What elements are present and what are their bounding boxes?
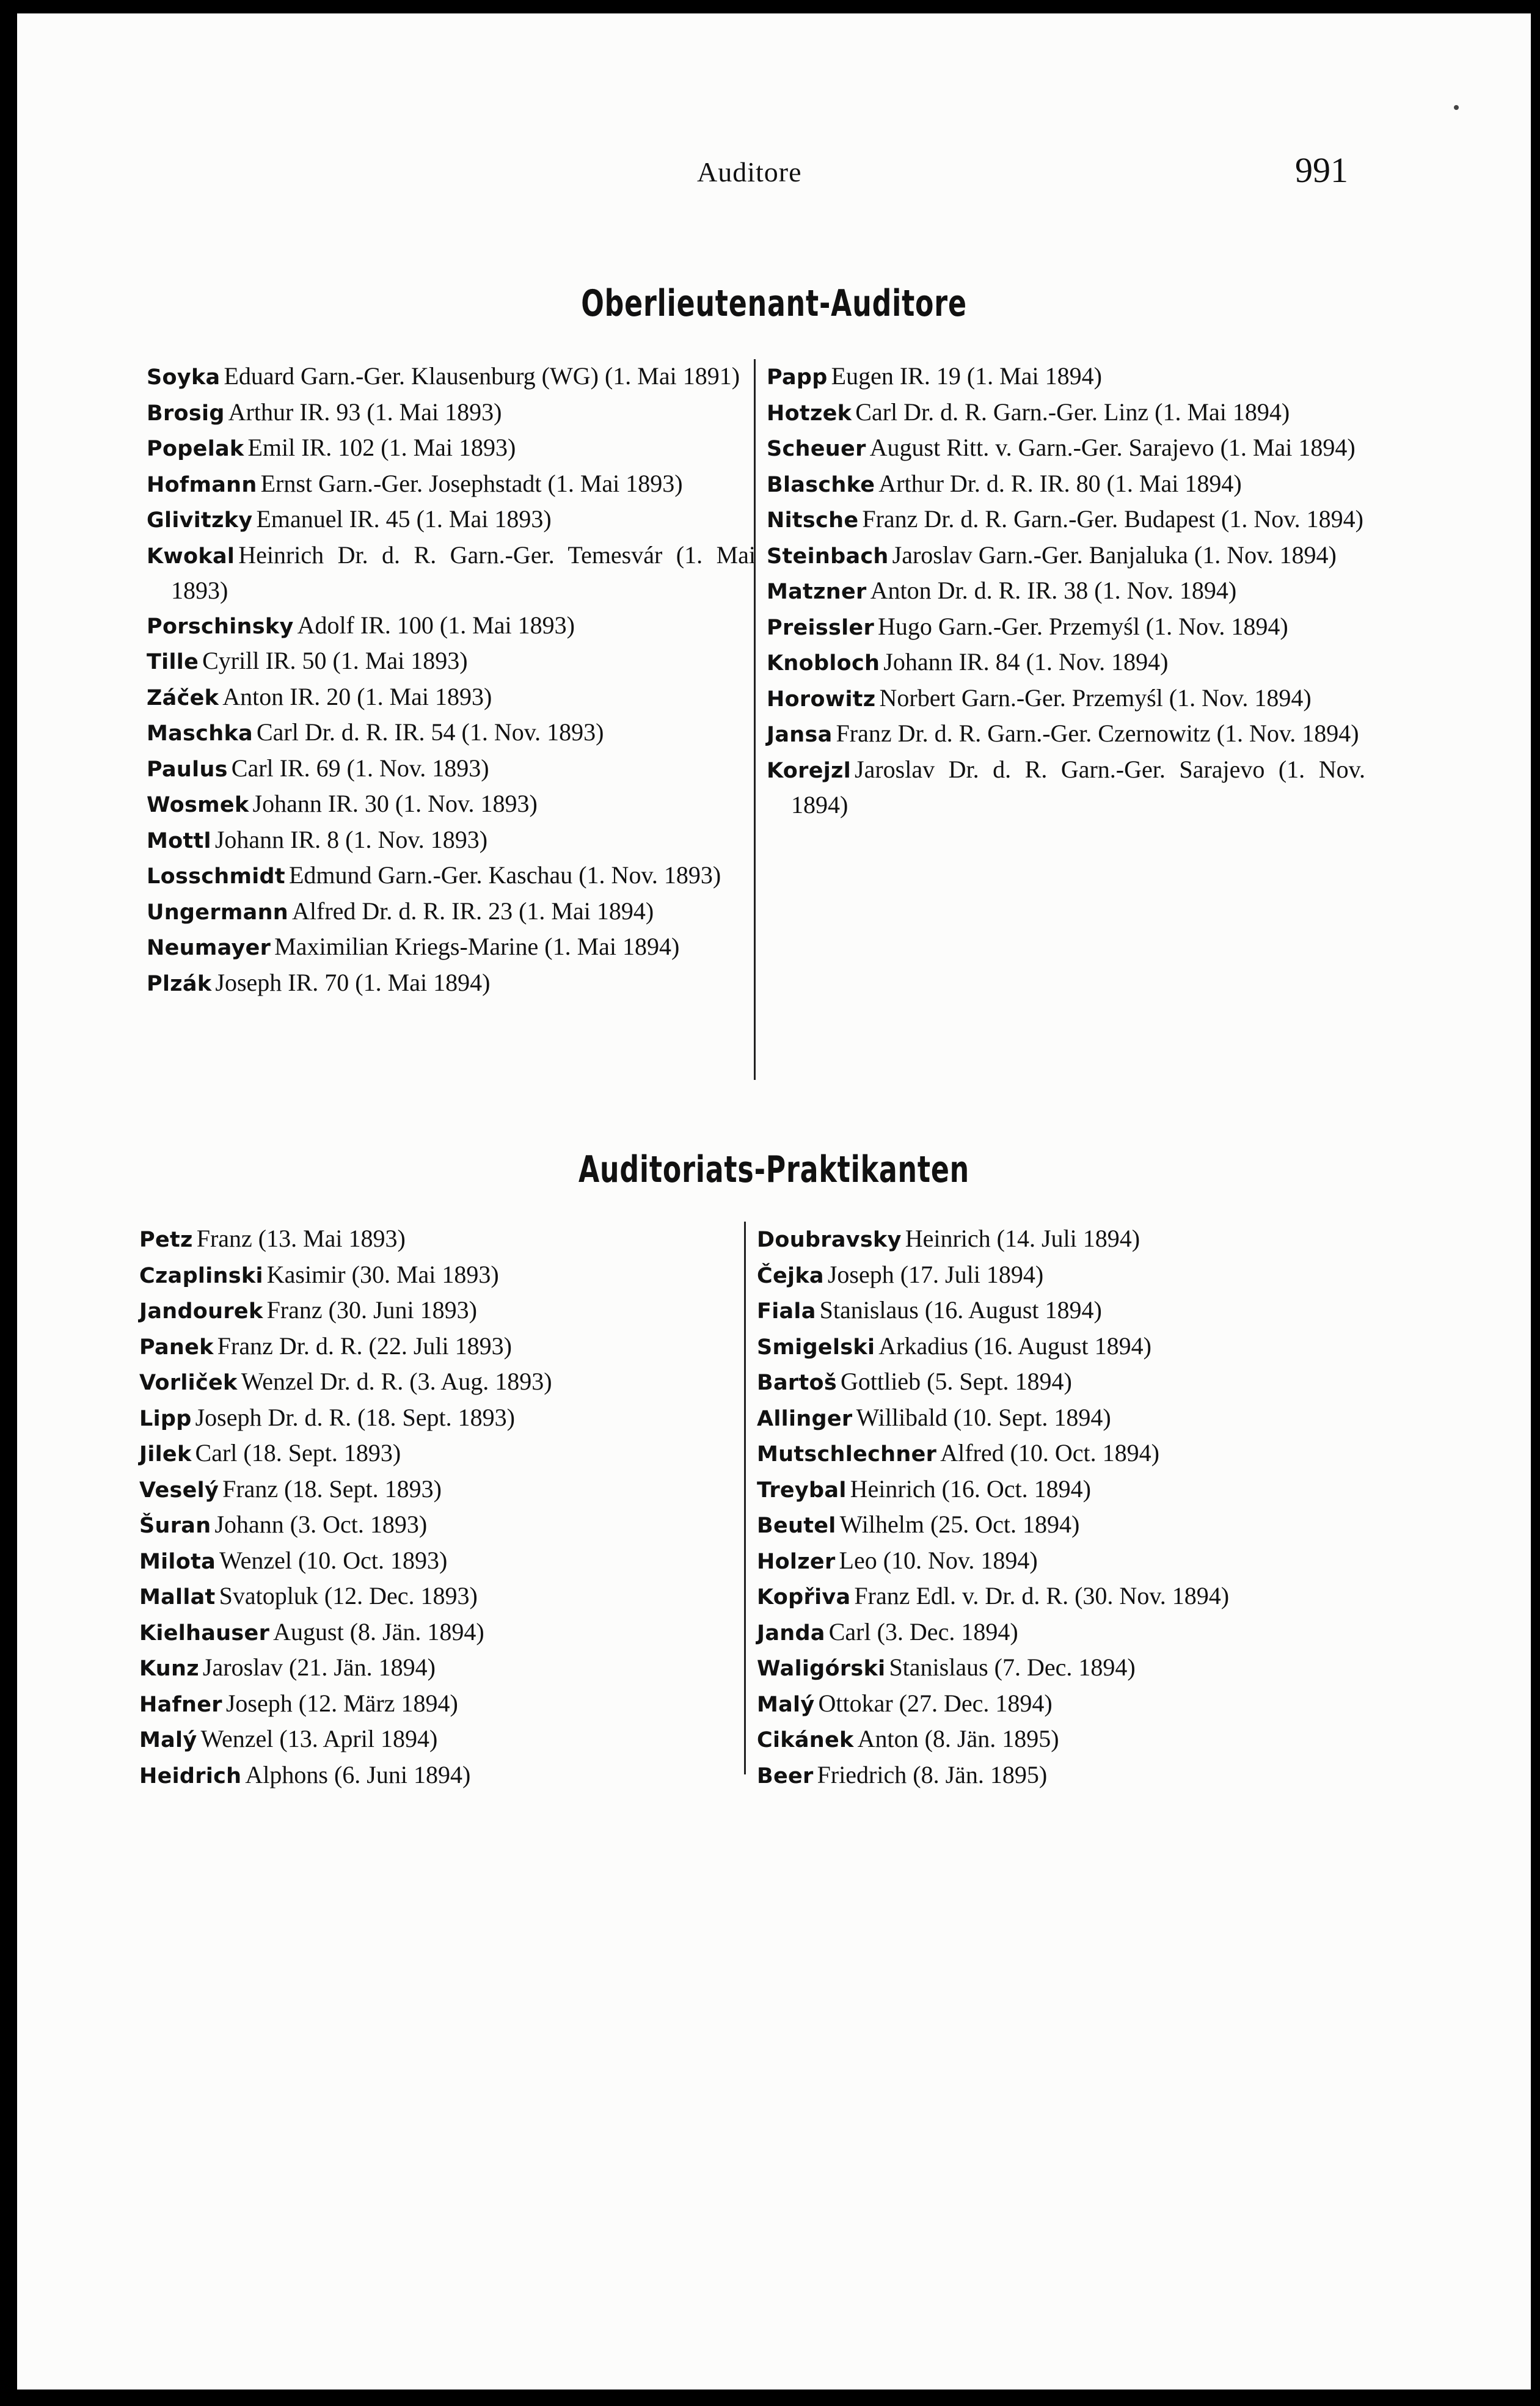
entry-surname: Smigelski xyxy=(757,1335,875,1360)
entry-details: Franz Dr. d. R. Garn.-Ger. Budapest (1. Nov. 1894) xyxy=(862,505,1363,533)
entry-details: Joseph (17. Juli 1894) xyxy=(827,1260,1044,1288)
list-entry xyxy=(147,858,756,894)
entry-details: Stanislaus (7. Dec. 1894) xyxy=(889,1653,1136,1681)
entry-details: Ottokar (27. Dec. 1894) xyxy=(818,1689,1053,1717)
entry-details: Anton (8. Jän. 1895) xyxy=(857,1725,1059,1752)
entry-details: Joseph (12. März 1894) xyxy=(225,1689,458,1717)
entry-details: Wenzel Dr. d. R. (3. Aug. 1893) xyxy=(241,1368,552,1395)
entry-surname: Malý xyxy=(139,1728,197,1752)
list-entry xyxy=(757,1329,1368,1365)
list-entry xyxy=(147,966,756,1002)
entry-surname: Šuran xyxy=(139,1514,211,1538)
entry-surname: Doubravsky xyxy=(757,1228,902,1252)
list-entry xyxy=(767,645,1365,681)
list-entry xyxy=(147,431,756,467)
entry-surname: Horowitz xyxy=(767,687,876,712)
entry-surname: Paulus xyxy=(147,757,228,782)
list-entry xyxy=(147,538,756,608)
list-entry xyxy=(139,1293,738,1329)
entry-surname: Allinger xyxy=(757,1406,853,1431)
entry-details: Joseph IR. 70 (1. Mai 1894) xyxy=(215,968,491,996)
entry-surname: Czaplinski xyxy=(139,1263,263,1288)
entry-details: Alfred Dr. d. R. IR. 23 (1. Mai 1894) xyxy=(292,897,654,925)
list-entry xyxy=(757,1615,1368,1651)
entry-surname: Wosmek xyxy=(147,793,249,817)
entry-surname: Kunz xyxy=(139,1657,199,1681)
entry-details: Wenzel (10. Oct. 1893) xyxy=(219,1546,448,1574)
entry-details: Wenzel (13. April 1894) xyxy=(200,1725,438,1752)
list-entry xyxy=(767,681,1365,717)
entry-surname: Vorliček xyxy=(139,1371,238,1395)
list-entry xyxy=(767,395,1365,431)
entry-surname: Matzner xyxy=(767,580,867,604)
list-entry xyxy=(139,1507,738,1544)
list-entry xyxy=(147,823,756,859)
entry-surname: Záček xyxy=(147,685,219,710)
entry-surname: Brosig xyxy=(147,401,225,426)
list-entry xyxy=(139,1258,738,1294)
list-entry xyxy=(757,1365,1368,1401)
entry-surname: Papp xyxy=(767,365,828,390)
list-entry xyxy=(139,1615,738,1651)
list-entry xyxy=(767,574,1365,610)
entry-details: Franz (13. Mai 1893) xyxy=(196,1225,406,1252)
list-entry xyxy=(147,467,756,503)
entry-surname: Holzer xyxy=(757,1549,836,1574)
list-entry xyxy=(767,538,1365,574)
entry-surname: Fiala xyxy=(757,1299,816,1324)
entry-details: Arkadius (16. August 1894) xyxy=(878,1332,1151,1360)
entry-details: Carl IR. 69 (1. Nov. 1893) xyxy=(231,754,489,782)
entry-details: Kasimir (30. Mai 1893) xyxy=(266,1260,499,1288)
section-1-left-column xyxy=(147,359,756,1001)
list-entry xyxy=(147,930,756,966)
entry-surname: Mottl xyxy=(147,828,211,853)
entry-surname: Blaschke xyxy=(767,472,875,497)
entry-surname: Beer xyxy=(757,1763,814,1788)
entry-details: Cyrill IR. 50 (1. Mai 1893) xyxy=(202,647,468,674)
list-entry xyxy=(147,680,756,716)
list-entry xyxy=(767,502,1365,538)
entry-details: Emil IR. 102 (1. Mai 1893) xyxy=(247,434,516,461)
entry-details: Johann IR. 84 (1. Nov. 1894) xyxy=(883,648,1169,676)
list-entry xyxy=(757,1436,1368,1472)
list-entry xyxy=(757,1507,1368,1544)
page xyxy=(17,13,1531,2390)
list-entry xyxy=(139,1436,738,1472)
entry-details: Eugen IR. 19 (1. Mai 1894) xyxy=(831,362,1102,390)
entry-surname: Cikánek xyxy=(757,1728,854,1752)
entry-details: Carl Dr. d. R. Garn.-Ger. Linz (1. Mai 1894) xyxy=(855,398,1290,426)
entry-surname: Preissler xyxy=(767,615,875,640)
entry-details: Carl Dr. d. R. IR. 54 (1. Nov. 1893) xyxy=(256,718,604,746)
list-entry xyxy=(139,1650,738,1686)
entry-details: Friedrich (8. Jän. 1895) xyxy=(817,1760,1048,1788)
entry-details: Stanislaus (16. August 1894) xyxy=(819,1296,1102,1324)
list-entry xyxy=(757,1293,1368,1329)
entry-surname: Losschmidt xyxy=(147,864,285,889)
entry-surname: Hofmann xyxy=(147,472,257,497)
speck-mark xyxy=(1454,105,1459,110)
entry-details: Carl (18. Sept. 1893) xyxy=(195,1439,401,1467)
entry-surname: Milota xyxy=(139,1549,216,1574)
entry-details: Arthur Dr. d. R. IR. 80 (1. Mai 1894) xyxy=(878,469,1242,497)
list-entry xyxy=(147,502,756,538)
entry-details: Alfred (10. Oct. 1894) xyxy=(940,1439,1159,1467)
list-entry xyxy=(757,1758,1368,1794)
entry-surname: Mallat xyxy=(139,1585,216,1609)
list-entry xyxy=(757,1686,1368,1722)
list-entry xyxy=(147,395,756,431)
entry-surname: Lipp xyxy=(139,1406,192,1431)
entry-details: Heinrich (16. Oct. 1894) xyxy=(850,1475,1091,1503)
section-1-right-column xyxy=(754,359,1365,1080)
list-entry xyxy=(147,751,756,787)
entry-details: Hugo Garn.-Ger. Przemyśl (1. Nov. 1894) xyxy=(878,612,1288,640)
entry-details: Alphons (6. Juni 1894) xyxy=(245,1760,471,1788)
entry-details: Arthur IR. 93 (1. Mai 1893) xyxy=(228,398,502,426)
running-head xyxy=(17,145,1531,194)
list-entry xyxy=(147,787,756,823)
entry-surname: Jansa xyxy=(767,723,833,747)
entry-surname: Treybal xyxy=(757,1478,847,1503)
list-entry xyxy=(757,1650,1368,1686)
entry-surname: Steinbach xyxy=(767,544,889,569)
entry-surname: Bartoš xyxy=(757,1371,837,1395)
list-entry xyxy=(139,1544,738,1580)
entry-details: Eduard Garn.-Ger. Klausenburg (WG) (1. Mai 1891) xyxy=(224,362,740,390)
entry-details: Edmund Garn.-Ger. Kaschau (1. Nov. 1893) xyxy=(288,861,721,889)
list-entry xyxy=(139,1758,738,1794)
entry-details: Emanuel IR. 45 (1. Mai 1893) xyxy=(256,505,552,533)
list-entry xyxy=(147,608,756,644)
entry-surname: Glivitzky xyxy=(147,508,253,533)
entry-details: Ernst Garn.-Ger. Josephstadt (1. Mai 1893) xyxy=(260,469,683,497)
list-entry xyxy=(757,1722,1368,1758)
entry-surname: Malý xyxy=(757,1692,815,1717)
entry-surname: Korejzl xyxy=(767,758,852,783)
entry-surname: Waligórski xyxy=(757,1657,886,1681)
running-title: Auditore xyxy=(697,156,802,188)
list-entry xyxy=(139,1472,738,1508)
entry-surname: Kwokal xyxy=(147,544,235,569)
list-entry xyxy=(147,894,756,930)
entry-details: Jaroslav Dr. d. R. Garn.-Ger. Sarajevo (1. Nov. 1894) xyxy=(791,755,1365,818)
entry-surname: Plzák xyxy=(147,971,212,996)
entry-details: Johann (3. Oct. 1893) xyxy=(214,1511,428,1538)
entry-details: Heinrich (14. Juli 1894) xyxy=(905,1225,1140,1252)
list-entry xyxy=(767,753,1365,823)
entry-surname: Nitsche xyxy=(767,508,859,533)
entry-surname: Hotzek xyxy=(767,401,852,426)
entry-details: Norbert Garn.-Ger. Przemyśl (1. Nov. 1894) xyxy=(879,684,1312,712)
entry-details: Joseph Dr. d. R. (18. Sept. 1893) xyxy=(195,1403,515,1431)
entry-details: Leo (10. Nov. 1894) xyxy=(839,1546,1038,1574)
list-entry xyxy=(757,1401,1368,1437)
entry-surname: Kopřiva xyxy=(757,1585,851,1609)
list-entry xyxy=(147,644,756,680)
entry-details: Gottlieb (5. Sept. 1894) xyxy=(840,1368,1072,1395)
list-entry xyxy=(767,716,1365,753)
section-title-auditoriats-praktikanten: Auditoriats-Praktikanten xyxy=(578,1148,970,1191)
entry-details: Willibald (10. Sept. 1894) xyxy=(856,1403,1111,1431)
entry-surname: Scheuer xyxy=(767,437,866,461)
entry-details: Anton Dr. d. R. IR. 38 (1. Nov. 1894) xyxy=(870,577,1237,604)
list-entry xyxy=(139,1579,738,1615)
entry-surname: Tille xyxy=(147,650,199,674)
entry-details: Jaroslav (21. Jän. 1894) xyxy=(202,1653,436,1681)
entry-details: Heinrich Dr. d. R. Garn.-Ger. Temesvár (1. Mai 1893) xyxy=(171,541,756,604)
list-entry xyxy=(147,715,756,751)
entry-surname: Mutschlechner xyxy=(757,1442,937,1467)
entry-details: Franz (18. Sept. 1893) xyxy=(222,1475,442,1503)
list-entry xyxy=(139,1329,738,1365)
list-entry xyxy=(757,1579,1368,1615)
list-entry xyxy=(767,431,1365,467)
entry-details: Adolf IR. 100 (1. Mai 1893) xyxy=(297,611,575,639)
section-2-left-column xyxy=(139,1222,738,1793)
list-entry xyxy=(757,1544,1368,1580)
entry-surname: Beutel xyxy=(757,1514,836,1538)
section-2-right-column xyxy=(744,1222,1368,1788)
entry-details: Franz (30. Juni 1893) xyxy=(266,1296,477,1324)
entry-details: Carl (3. Dec. 1894) xyxy=(828,1617,1018,1646)
entry-details: August (8. Jän. 1894) xyxy=(273,1617,484,1646)
list-entry xyxy=(757,1222,1368,1258)
entry-details: Anton IR. 20 (1. Mai 1893) xyxy=(222,682,492,710)
entry-surname: Soyka xyxy=(147,365,221,390)
list-entry xyxy=(139,1401,738,1437)
entry-surname: Jilek xyxy=(139,1442,192,1467)
entry-details: Franz Dr. d. R. Garn.-Ger. Czernowitz (1. Nov. 1894) xyxy=(836,720,1359,747)
entry-surname: Hafner xyxy=(139,1692,222,1717)
entry-surname: Janda xyxy=(757,1620,825,1646)
list-entry xyxy=(767,610,1365,646)
entry-details: Maximilian Kriegs-Marine (1. Mai 1894) xyxy=(274,933,680,960)
list-entry xyxy=(147,359,756,395)
list-entry xyxy=(757,1472,1368,1508)
entry-surname: Čejka xyxy=(757,1263,824,1288)
entry-surname: Porschinsky xyxy=(147,614,294,639)
list-entry xyxy=(139,1686,738,1722)
entry-surname: Popelak xyxy=(147,437,244,461)
entry-details: Johann IR. 30 (1. Nov. 1893) xyxy=(252,790,538,817)
list-entry xyxy=(757,1258,1368,1294)
list-entry xyxy=(139,1222,738,1258)
entry-details: Svatopluk (12. Dec. 1893) xyxy=(219,1582,478,1609)
list-entry xyxy=(767,467,1365,503)
entry-details: Franz Edl. v. Dr. d. R. (30. Nov. 1894) xyxy=(854,1582,1230,1609)
list-entry xyxy=(767,359,1365,395)
entry-surname: Ungermann xyxy=(147,900,289,925)
entry-surname: Maschka xyxy=(147,721,253,746)
section-title-oberlieutenant-auditore: Oberlieutenant-Auditore xyxy=(581,282,967,325)
entry-surname: Panek xyxy=(139,1335,214,1360)
entry-surname: Veselý xyxy=(139,1478,219,1503)
entry-details: Johann IR. 8 (1. Nov. 1893) xyxy=(214,825,488,853)
entry-surname: Kielhauser xyxy=(139,1620,270,1646)
entry-details: Jaroslav Garn.-Ger. Banjaluka (1. Nov. 1894) xyxy=(892,541,1337,569)
entry-details: Wilhelm (25. Oct. 1894) xyxy=(839,1511,1080,1538)
entry-surname: Heidrich xyxy=(139,1763,242,1788)
list-entry xyxy=(139,1722,738,1758)
entry-surname: Knobloch xyxy=(767,651,880,676)
entry-surname: Neumayer xyxy=(147,936,271,960)
entry-details: Franz Dr. d. R. (22. Juli 1893) xyxy=(217,1332,512,1360)
entry-surname: Jandourek xyxy=(139,1299,263,1324)
entry-surname: Petz xyxy=(139,1228,193,1252)
entry-details: August Ritt. v. Garn.-Ger. Sarajevo (1. Mai 1894) xyxy=(869,434,1356,461)
list-entry xyxy=(139,1365,738,1401)
page-number: 991 xyxy=(1295,150,1348,190)
